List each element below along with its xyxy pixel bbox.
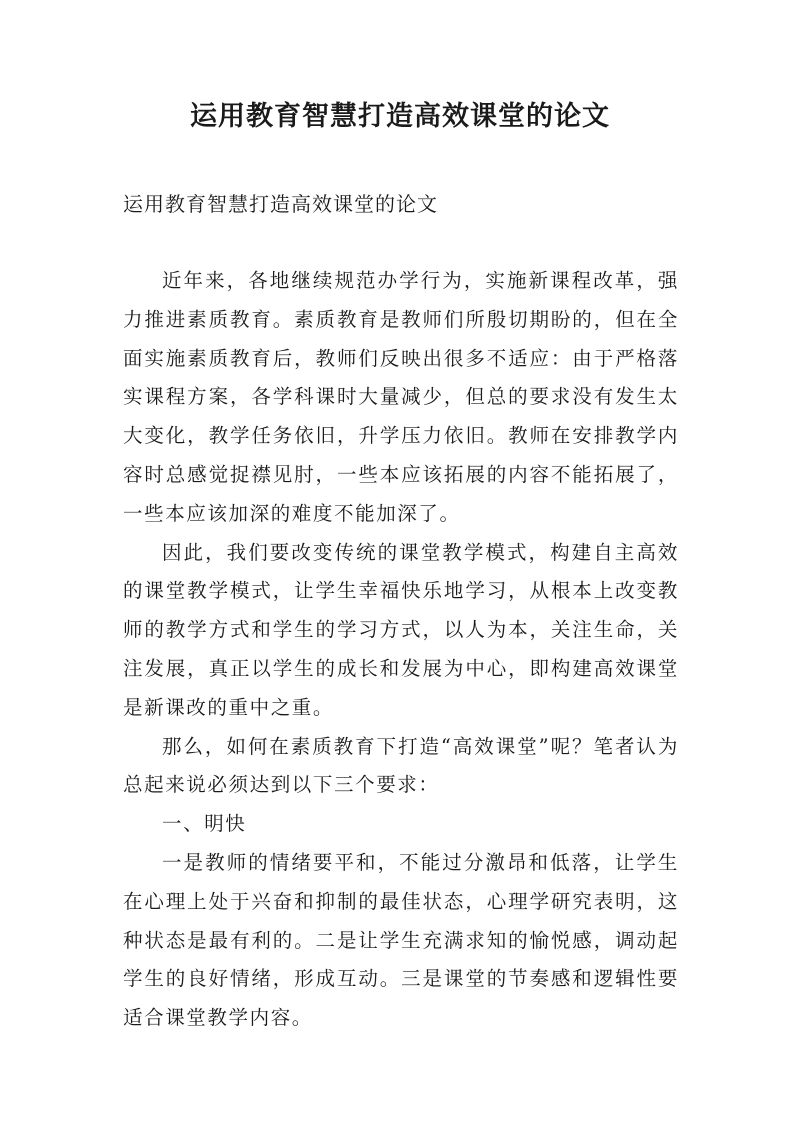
section-heading-mingkuai: 一、明快 — [162, 812, 247, 836]
paragraph-intro: 近年来，各地继续规范办学行为，实施新课程改革，强力推进素质教育。素质教育是教师们所殷切期盼的，但在全面实施素质教育后，教师们反映出很多不适应：由于严格落实课程方案，各学科课时大量减少，但总的要求没有发生太大变化，教学任务依旧，升学压力依旧。教师在安排教学内容时总感觉捉襟见肘，一些本应该拓展的内容不能拓展了，一些本应该加深的难度不能加深了。 — [123, 269, 679, 525]
document-title: 运用教育智慧打造高效课堂的论文 — [190, 101, 610, 132]
paragraph-question: 那么，如何在素质教育下打造“高效课堂”呢？笔者认为总起来说必须达到以下三个要求： — [123, 734, 679, 797]
paragraph-requirements: 一是教师的情绪要平和，不能过分激昂和低落，让学生在心理上处于兴奋和抑制的最佳状态，心理学研究表明，这种状态是最有利的。二是让学生充满求知的愉悦感，调动起学生的良好情绪，形成互动。三是课堂的节奏感和逻辑性要适合课堂教学内容。 — [123, 850, 679, 1030]
document-subtitle: 运用教育智慧打造高效课堂的论文 — [123, 192, 438, 216]
document-body — [123, 262, 679, 1038]
paragraph-therefore: 因此，我们要改变传统的课堂教学模式，构建自主高效的课堂教学模式，让学生幸福快乐地学习，从根本上改变教师的教学方式和学生的学习方式，以人为本，关注生命，关注发展，真正以学生的成长和发展为中心，即构建高效课堂是新课改的重中之重。 — [123, 540, 679, 719]
